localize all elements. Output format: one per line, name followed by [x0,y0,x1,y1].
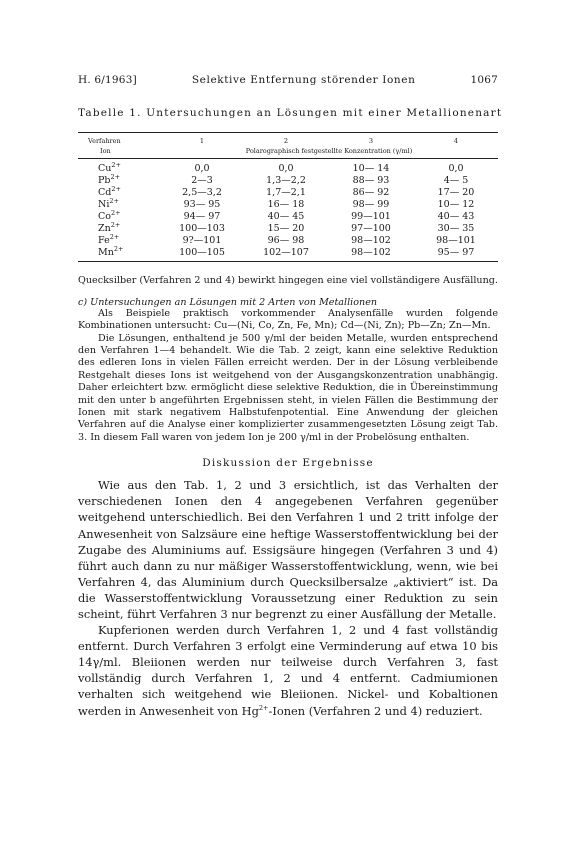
ion-cell [78,244,160,262]
value-cell-verfahren-1: 0,0 [194,163,210,174]
header-verfahren: Verfahren [78,133,160,147]
ion-cell [78,184,160,199]
paragraph-copper-ions [78,622,498,719]
value-cell-verfahren-1: 2,5—3,2 [182,186,222,198]
value-cell-verfahren-3: 10— 14 [352,163,390,174]
subsection-title: c) Untersuchungen an Lösungen mit 2 Arten von Metallionen [78,296,378,308]
table-row [78,211,498,223]
value-cell-verfahren-3: 97—100 [351,222,391,234]
value-cell-verfahren-4: 4— 5 [443,174,469,186]
value-cell-verfahren-2: 16— 18 [267,198,305,210]
ion-symbol: Mn [98,246,114,258]
running-title: Selektive Entfernung störender Ionen [191,74,416,86]
value-cell-verfahren-3: 99—101 [351,210,391,222]
ion-charge: 2+ [109,196,119,205]
value-cell-verfahren-4: 30— 35 [437,222,475,234]
value-cell-verfahren-1: 9?—101 [182,234,222,246]
ion-symbol: Cd [98,186,112,198]
table-row [78,223,498,235]
mercury-ion-charge: 2+ [258,703,269,712]
page [78,74,503,719]
ion-charge: 2+ [111,160,121,169]
value-cell-verfahren-2: 1,7—2,1 [266,186,306,198]
value-cell-verfahren-4: 95— 97 [414,247,498,262]
table-row [78,159,498,175]
value-cell-verfahren-2: 15— 20 [267,222,305,234]
value-cell-verfahren-3: 88— 93 [352,174,390,186]
value-cell-verfahren-4: 10— 12 [437,198,475,210]
ion-charge: 2+ [111,184,121,193]
ion-charge: 2+ [111,208,121,217]
header-ion: Ion [78,146,160,159]
ion-charge: 2+ [110,172,121,181]
table-note: Quecksilber (Verfahren 2 und 4) bewirkt hingegen eine viel vollständigere Ausfällung. [78,275,498,287]
value-cell-verfahren-2: 1,3—2,2 [266,174,306,186]
paragraph-solutions: Die Lösungen, enthaltend je 500 γ/ml der beiden Metalle, wurden entsprechend den Verfahren 1—4 behandelt. Wie die Tab. 2 zeigt, kann eine selektive Reduktion des edleren Ions in vielen Fällen erreicht werden. Der in der Lösung verbleibende Restgehalt dieses Ions ist weitgehend von der Ausgangskonzentration unabhängig. Daher erleichtert bzw. ermöglicht diese selektive Reduktion, die in Übereinstimmung mit den unter b angeführten Ergebnissen steht, in vielen Fällen die Bestimmung der Ionen mit stark negativem Halbstufenpotential. Eine Anwendung der gleichen Verfahren auf die Analyse einer komplizierter zusammengesetzten Lösung zeigt Tab. 3. In diesem Fall waren von jedem Ion je 200 γ/ml in der Probelösung enthalten. [78,332,498,443]
value-cell-verfahren-2: 102—107 [244,247,328,262]
ion-symbol: Cu [98,163,112,174]
paragraph-copper-ions-tail: -Ionen (Verfahren 2 und 4) reduziert. [268,703,483,718]
value-cell-verfahren-1: 93— 95 [183,198,221,210]
value-cell-verfahren-1: 94— 97 [183,210,221,222]
journal-issue: H. 6/1963] [78,74,137,86]
header-col-3: 3 [328,133,414,147]
value-cell-verfahren-3: 98—102 [351,234,391,246]
value-cell-verfahren-2: 96— 98 [267,234,305,246]
value-cell-verfahren-4: 0,0 [448,163,464,174]
mercury-ion: Hg [241,703,259,718]
ion-symbol: Co [98,210,111,222]
page-number: 1067 [470,74,498,86]
table-row [78,247,498,262]
ion-charge: 2+ [110,220,121,229]
paragraph-examples: Als Beispiele praktisch vorkommender Analysenfälle wurden folgende Kombinationen untersucht: Cu—(Ni, Co, Zn, Fe, Mn); Cd—(Ni, Zn); Pb—Zn; Zn—Mn. [78,307,498,332]
ion-symbol: Pb [98,174,111,186]
ion-symbol: Fe [98,234,110,246]
table-header-row [78,133,498,147]
header-col-4: 4 [414,133,498,147]
running-head [78,74,498,86]
table-row [78,199,498,211]
value-cell-verfahren-4: 40— 43 [437,210,475,222]
header-col-2: 2 [244,133,328,147]
paragraph-discussion: Wie aus den Tab. 1, 2 und 3 ersichtlich, ist das Verhalten der verschiedenen Ionen den 4 angegebenen Verfahren gegenüber weitgehend unterschiedlich. Bei den Verfahren 1 und 2 tritt infolge der Anwesenheit von Salzsäure eine heftige Wasserstoffentwicklung bei der Zugabe des Aluminiums auf. Essigsäure hingegen (Verfahren 3 und 4) führt auch dann zu nur mäßiger Wasserstoffentwicklung, wenn, wie bei Verfahren 4, das Aluminium durch Quecksilbersalze „aktiviert“ ist. Da die Wasserstoffentwicklung Voraussetzung einer Reduktion zu sein scheint, führt Verfahren 3 nur begrenzt zu einer Ausfällung der Metalle. [78,478,498,621]
section-heading: Diskussion der Ergebnisse [202,457,374,470]
value-cell-verfahren-4: 98—101 [436,234,476,246]
data-table [78,132,498,262]
value-cell-verfahren-2: 40— 45 [267,210,305,222]
value-cell-verfahren-1: 2—3 [191,174,213,186]
ion-symbol: Ni [98,198,110,210]
value-cell-verfahren-3: 98—102 [328,247,414,262]
table-subheader-row [78,146,498,159]
table-caption: Tabelle 1. Untersuchungen an Lösungen mit einer Metallionenart [78,107,503,119]
table-row [78,187,498,199]
ion-charge: 2+ [113,244,124,253]
table-row [78,175,498,187]
value-cell-verfahren-3: 98— 99 [352,198,390,210]
value-cell-verfahren-2: 0,0 [278,163,294,174]
paragraph-copper-ions-text: Kupferionen werden durch Verfahren 1, 2 und 4 fast vollständig entfernt. Durch Verfahren 3 erfolgt eine Verminderung auf etwa 10 bis 14γ/ml. Bleiionen werden nur teilweise durch Verfahren 3, fast vollständig durch Verfahren 1, 2 und 4 entfernt. Cadmiumionen verhalten sich weitgehend wie Bleiionen. Nickel- und Kobaltionen werden in Anwesenheit von [78,623,498,718]
header-concentration: Polarographisch festgestellte Konzentration (γ/ml) [160,146,498,159]
value-cell-verfahren-1: 100—103 [179,222,225,234]
ion-symbol: Zn [98,222,111,234]
table-row [78,235,498,247]
value-cell-verfahren-1: 100—105 [160,247,244,262]
header-col-1: 1 [160,133,244,147]
value-cell-verfahren-4: 17— 20 [437,186,475,198]
table-body [78,159,498,262]
ion-charge: 2+ [109,232,120,241]
value-cell-verfahren-3: 86— 92 [352,186,390,198]
